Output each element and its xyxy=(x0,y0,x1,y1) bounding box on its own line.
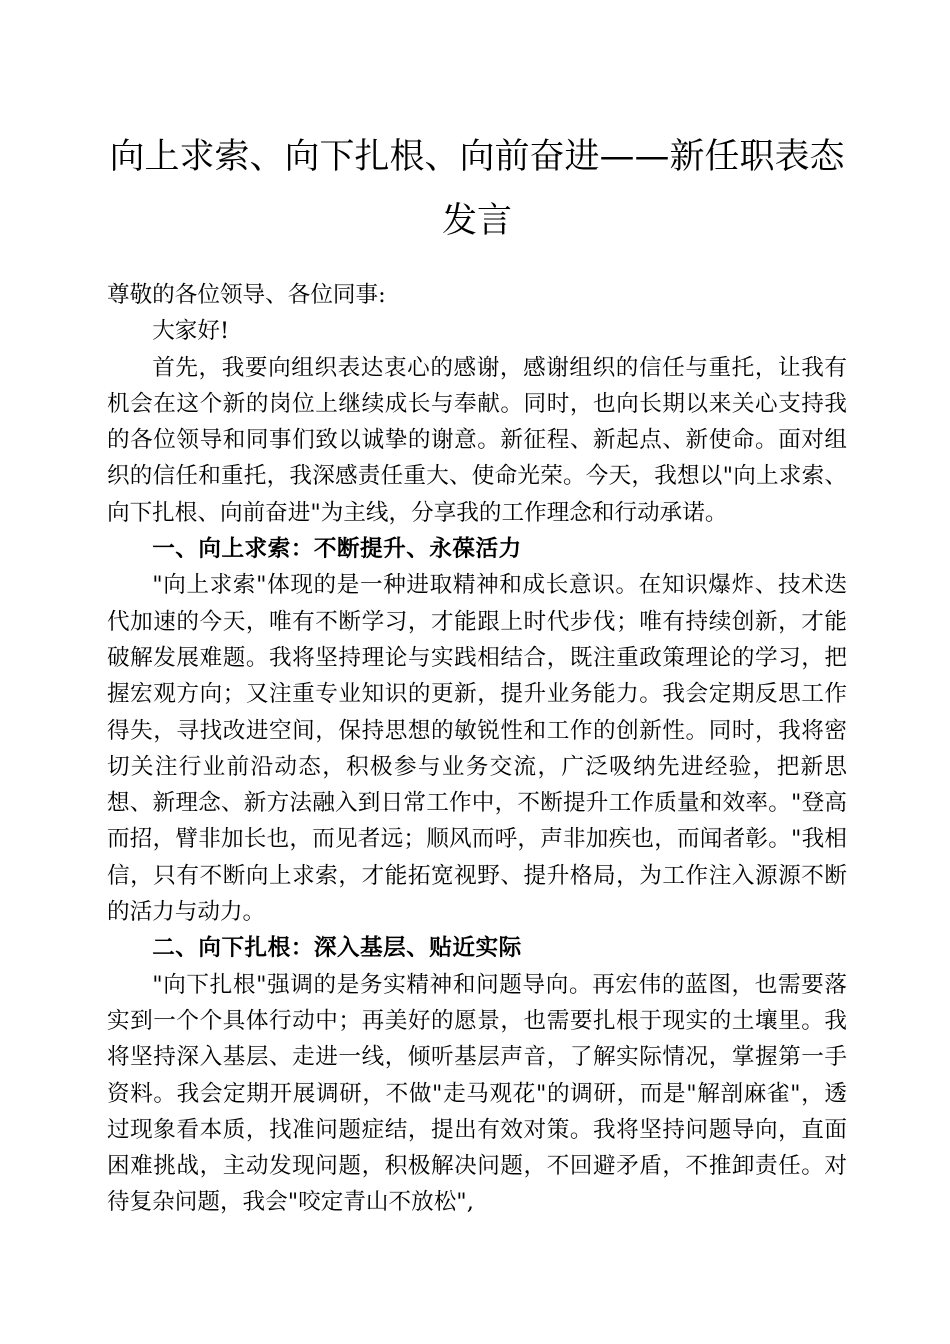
section-1-heading: 一、向上求索：不断提升、永葆活力 xyxy=(152,536,522,563)
document-title xyxy=(107,125,847,253)
document-body xyxy=(107,277,847,1221)
salutation: 尊敬的各位领导、各位同事: xyxy=(107,282,386,308)
greeting: 大家好! xyxy=(152,318,230,345)
intro-paragraph: 首先，我要向组织表达衷心的感谢，感谢组织的信任与重托，让我有机会在这个新的岗位上继续成长与奉献。同时，也向长期以来关心支持我的各位领导和同事们致以诚挚的谢意。新征程、新起点、新使命。面对组织的信任和重托，我深感责任重大、使命光荣。今天，我想以"向上求索、向下扎根、向前奋进"为主线，分享我的工作理念和行动承诺。 xyxy=(107,354,847,526)
section-2-paragraph: "向下扎根"强调的是务实精神和问题导向。再宏伟的蓝图，也需要落实到一个个具体行动中；再美好的愿景，也需要扎根于现实的土壤里。我将坚持深入基层、走进一线，倾听基层声音，了解实际情况，掌握第一手资料。我会定期开展调研，不做"走马观花"的调研，而是"解剖麻雀"，透过现象看本质，找准问题症结，提出有效对策。我将坚持问题导向，直面困难挑战，主动发现问题，积极解决问题，不回避矛盾，不推卸责任。对待复杂问题，我会"咬定青山不放松", xyxy=(107,971,847,1216)
title-line-2: 发言 xyxy=(441,201,512,241)
section-1-paragraph: "向上求索"体现的是一种进取精神和成长意识。在知识爆炸、技术迭代加速的今天，唯有不断学习，才能跟上时代步伐；唯有持续创新，才能破解发展难题。我将坚持理论与实践相结合，既注重政策理论的学习，把握宏观方向；又注重专业知识的更新，提升业务能力。我会定期反思工作得失，寻找改进空间，保持思想的敏锐性和工作的创新性。同时，我将密切关注行业前沿动态，积极参与业务交流，广泛吸纳先进经验，把新思想、新理念、新方法融入到日常工作中，不断提升工作质量和效率。"登高而招，臂非加长也，而见者远；顺风而呼，声非加疾也，而闻者彰。"我相信，只有不断向上求索，才能拓宽视野、提升格局，为工作注入源源不断的活力与动力。 xyxy=(107,572,847,926)
title-line-1: 向上求索、向下扎根、向前奋进——新任职表态 xyxy=(109,137,845,177)
section-2-heading: 二、向下扎根：深入基层、贴近实际 xyxy=(152,935,522,962)
document-page xyxy=(107,125,847,1221)
